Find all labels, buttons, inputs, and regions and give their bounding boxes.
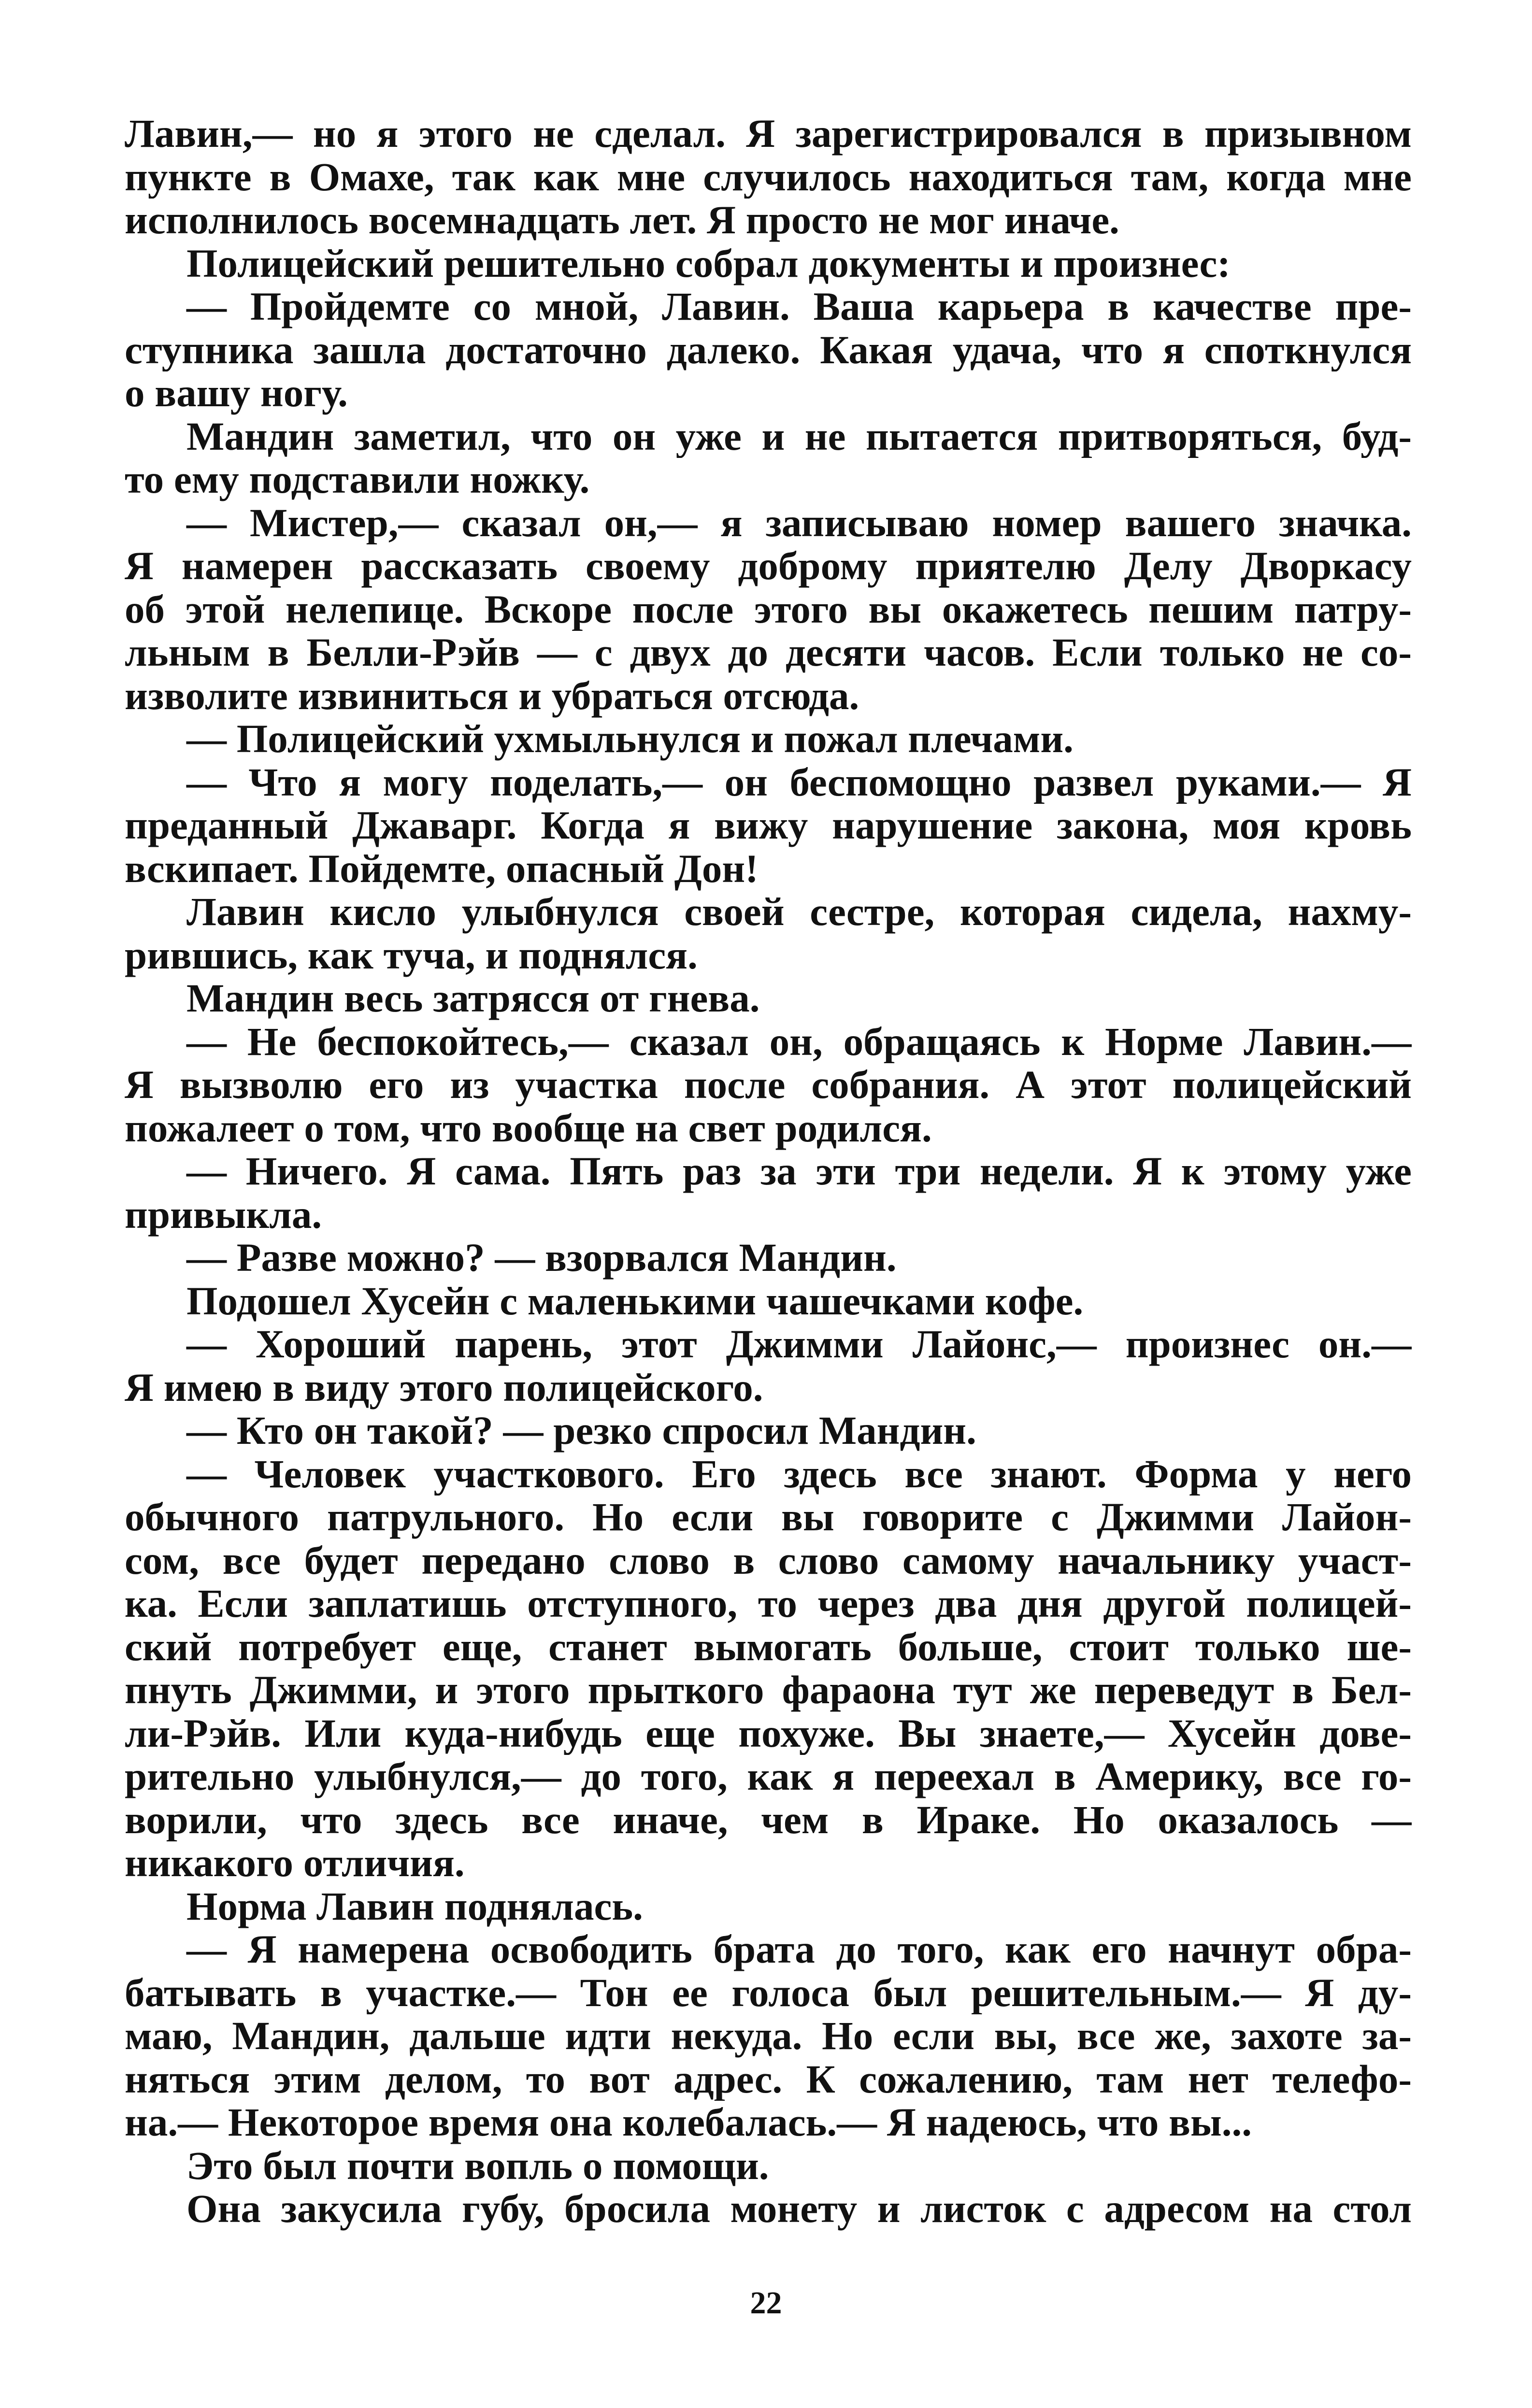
text-line: никакого отличия. bbox=[125, 1840, 465, 1885]
text-line: о вашу ногу. bbox=[125, 370, 348, 415]
text-line: Подошел Хусейн с маленькими чашечками кофе. bbox=[186, 1278, 1084, 1323]
text-line: батывать в участке.— Тон ее голоса был решительным.— Я ду- bbox=[125, 1971, 1412, 2014]
text-line: Норма Лавин поднялась. bbox=[186, 1883, 643, 1928]
text-line: Лавин,— но я этого не сделал. Я зарегистрировался в призывном bbox=[125, 112, 1412, 156]
text-line: пункте в Омахе, так как мне случилось находиться там, когда мне bbox=[125, 155, 1412, 199]
text-line: Лавин кисло улыбнулся своей сестре, которая сидела, нахму- bbox=[186, 890, 1412, 934]
text-line: — Человек участкового. Его здесь все знают. Форма у него bbox=[186, 1452, 1412, 1496]
text-line: преданный Джаварг. Когда я вижу нарушение закона, моя кровь bbox=[125, 804, 1412, 847]
text-line: рительно улыбнулся,— до того, как я переехал в Америку, все го- bbox=[125, 1755, 1412, 1798]
text-line: Это был почти вопль о помощи. bbox=[186, 2143, 769, 2188]
text-line: ка. Если заплатишь отступного, то через два дня другой полицей- bbox=[125, 1582, 1412, 1625]
text-line: — Пройдемте со мной, Лавин. Ваша карьера в качестве пре- bbox=[186, 285, 1412, 328]
text-line: — Хороший парень, этот Джимми Лайонс,— произнес он.— bbox=[186, 1323, 1412, 1366]
page-number: 22 bbox=[750, 2285, 782, 2321]
text-line: — Что я могу поделать,— он беспомощно развел руками.— Я bbox=[186, 760, 1412, 804]
text-line: Она закусила губу, бросила монету и листок с адресом на стол bbox=[186, 2187, 1412, 2231]
text-line: — Я намерена освободить брата до того, как его начнут обра- bbox=[186, 1928, 1412, 1971]
text-line: исполнилось восемнадцать лет. Я просто не мог иначе. bbox=[125, 198, 1119, 242]
text-line: няться этим делом, то вот адрес. К сожалению, там нет телефо- bbox=[125, 2057, 1412, 2101]
text-line: то ему подставили ножку. bbox=[125, 457, 590, 501]
text-line: — Не беспокойтесь,— сказал он, обращаясь к Норме Лавин.— bbox=[186, 1020, 1412, 1063]
text-line: Полицейский решительно собрал документы и произнес: bbox=[186, 241, 1231, 285]
text-line: Мандин весь затрясся от гнева. bbox=[186, 976, 760, 1020]
text-line: Я имею в виду этого полицейского. bbox=[125, 1365, 763, 1410]
text-line: Я вызволю его из участка после собрания. А этот полицейский bbox=[125, 1063, 1412, 1107]
text-line: привыкла. bbox=[125, 1192, 322, 1237]
text-line: рившись, как туча, и поднялся. bbox=[125, 932, 698, 977]
text-line: — Мистер,— сказал он,— я записываю номер вашего значка. bbox=[186, 501, 1412, 544]
text-line: — Полицейский ухмыльнулся и пожал плечами. bbox=[186, 716, 1074, 761]
text-line: Я намерен рассказать своему доброму приятелю Делу Дворкасу bbox=[125, 544, 1412, 588]
text-line: ли-Рэйв. Или куда-нибудь еще похуже. Вы знаете,— Хусейн дове- bbox=[125, 1711, 1412, 1755]
text-line: льным в Белли-Рэйв — с двух до десяти часов. Если только не со- bbox=[125, 631, 1412, 674]
text-line: пнуть Джимми, и этого прыткого фараона тут же переведут в Бел- bbox=[125, 1668, 1412, 1712]
text-line: — Кто он такой? — резко спросил Мандин. bbox=[186, 1408, 976, 1453]
text-line: — Разве можно? — взорвался Мандин. bbox=[186, 1235, 897, 1280]
text-line: — Ничего. Я сама. Пять раз за эти три недели. Я к этому уже bbox=[186, 1150, 1412, 1193]
text-line: маю, Мандин, дальше идти некуда. Но если вы, все же, захоте за- bbox=[125, 2014, 1412, 2058]
text-line: обычного патрульного. Но если вы говорите с Джимми Лайон- bbox=[125, 1496, 1412, 1539]
text-line: ступника зашла достаточно далеко. Какая удача, что я споткнулся bbox=[125, 328, 1412, 371]
text-line: об этой нелепице. Вскоре после этого вы окажетесь пешим патру- bbox=[125, 587, 1412, 631]
text-line: ский потребует еще, станет вымогать больше, стоит только ше- bbox=[125, 1625, 1412, 1668]
text-line: вскипает. Пойдемте, опасный Дон! bbox=[125, 846, 759, 891]
text-line: пожалеет о том, что вообще на свет родился. bbox=[125, 1105, 932, 1150]
body-text bbox=[125, 112, 1412, 2231]
text-line: Мандин заметил, что он уже и не пытается притворяться, буд- bbox=[186, 414, 1412, 458]
text-line: сом, все будет передано слово в слово самому начальнику участ- bbox=[125, 1539, 1412, 1582]
text-line: ворили, что здесь все иначе, чем в Ираке. Но оказалось — bbox=[125, 1798, 1412, 1841]
text-line: изволите извиниться и убраться отсюда. bbox=[125, 673, 859, 718]
text-line: на.— Некоторое время она колебалась.— Я надеюсь, что вы... bbox=[125, 2100, 1252, 2144]
